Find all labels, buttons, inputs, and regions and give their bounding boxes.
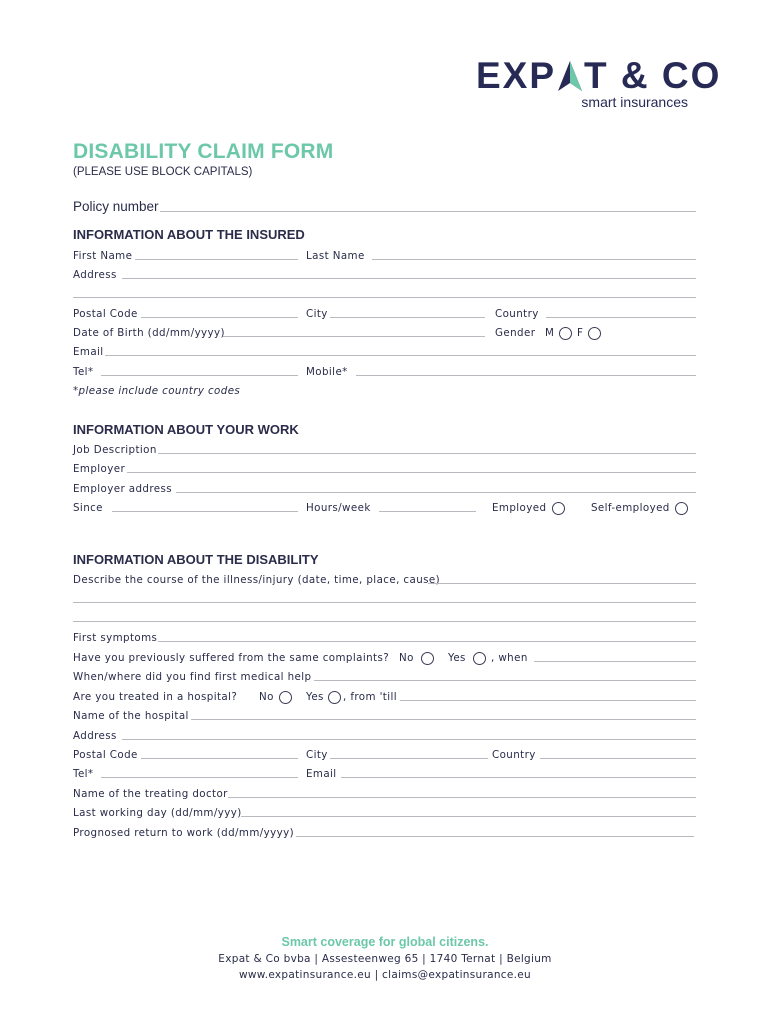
address-field-line2[interactable]	[73, 297, 696, 298]
hospital-tel-field[interactable]	[101, 777, 298, 778]
hospital-city-label: City	[306, 749, 328, 761]
form-title: DISABILITY CLAIM FORM	[73, 140, 334, 163]
first-name-label: First Name	[73, 250, 133, 262]
hours-week-field[interactable]	[379, 511, 476, 512]
job-description-label: Job Description	[73, 444, 157, 456]
previous-no-label: No	[399, 652, 414, 664]
describe-field-line2[interactable]	[73, 602, 696, 603]
city-label: City	[306, 308, 328, 320]
hospital-postal-code-label: Postal Code	[73, 749, 138, 761]
hospital-country-label: Country	[492, 749, 536, 761]
company-logo	[476, 55, 722, 112]
last-working-day-label: Last working day (dd/mm/yyy)	[73, 807, 242, 819]
since-field[interactable]	[112, 511, 298, 512]
dob-field[interactable]	[223, 336, 485, 337]
describe-field-line3[interactable]	[73, 621, 696, 622]
footer-contact: www.expatinsurance.eu | claims@expatinsurance.eu	[239, 969, 531, 981]
mobile-label: Mobile*	[306, 366, 348, 378]
medical-help-label: When/where did you find first medical help	[73, 671, 312, 683]
hospital-from-till-field[interactable]	[400, 700, 696, 701]
self-employed-label: Self-employed	[591, 502, 670, 514]
describe-field[interactable]	[428, 583, 696, 584]
job-description-field[interactable]	[158, 453, 696, 454]
employer-field[interactable]	[127, 472, 696, 473]
hospital-name-label: Name of the hospital	[73, 710, 189, 722]
hospital-from-till-label: , from 'till	[343, 691, 398, 703]
hospital-city-field[interactable]	[330, 758, 488, 759]
return-to-work-label: Prognosed return to work (dd/mm/yyyy)	[73, 827, 295, 839]
previous-complaints-label: Have you previously suffered from the same complaints?	[73, 652, 390, 664]
postal-code-label: Postal Code	[73, 308, 138, 320]
disability-section-heading: INFORMATION ABOUT THE DISABILITY	[73, 552, 319, 567]
hospital-yes-radio[interactable]	[328, 691, 341, 704]
gender-m-label: M	[545, 327, 555, 339]
last-working-day-field[interactable]	[241, 816, 696, 817]
email-field[interactable]	[105, 355, 696, 356]
hospital-tel-label: Tel*	[73, 768, 94, 780]
hospital-postal-code-field[interactable]	[141, 758, 298, 759]
last-name-label: Last Name	[306, 250, 365, 262]
postal-code-field[interactable]	[141, 317, 298, 318]
work-section-heading: INFORMATION ABOUT YOUR WORK	[73, 422, 299, 437]
hospital-address-label: Address	[73, 730, 117, 742]
hours-week-label: Hours/week	[306, 502, 371, 514]
previous-when-label: , when	[491, 652, 528, 664]
hospital-email-field[interactable]	[341, 777, 696, 778]
hospital-country-field[interactable]	[540, 758, 696, 759]
gender-m-radio[interactable]	[559, 327, 572, 340]
employer-address-label: Employer address	[73, 483, 173, 495]
previous-yes-label: Yes	[448, 652, 466, 664]
dob-label: Date of Birth (dd/mm/yyyy)	[73, 327, 225, 339]
previous-yes-radio[interactable]	[473, 652, 486, 665]
employer-label: Employer	[73, 463, 126, 475]
tel-label: Tel*	[73, 366, 94, 378]
paper-plane-icon	[556, 56, 584, 96]
footer-address: Expat & Co bvba | Assesteenweg 65 | 1740 Ternat | Belgium	[218, 953, 552, 965]
doctor-name-label: Name of the treating doctor	[73, 788, 228, 800]
gender-f-radio[interactable]	[588, 327, 601, 340]
last-name-field[interactable]	[372, 259, 696, 260]
logo-text-left: EXP	[476, 55, 557, 96]
tel-field[interactable]	[101, 375, 298, 376]
city-field[interactable]	[330, 317, 485, 318]
hospital-question-label: Are you treated in a hospital?	[73, 691, 238, 703]
hospital-no-radio[interactable]	[279, 691, 292, 704]
country-field[interactable]	[546, 317, 696, 318]
doctor-name-field[interactable]	[228, 797, 696, 798]
hospital-name-field[interactable]	[191, 719, 696, 720]
gender-label: Gender	[495, 327, 536, 339]
policy-number-label: Policy number	[73, 199, 159, 214]
address-label: Address	[73, 269, 117, 281]
first-symptoms-label: First symptoms	[73, 632, 158, 644]
footer-tagline: Smart coverage for global citizens.	[281, 935, 489, 949]
self-employed-radio[interactable]	[675, 502, 688, 515]
insured-section-heading: INFORMATION ABOUT THE INSURED	[73, 227, 305, 242]
medical-help-field[interactable]	[314, 680, 696, 681]
email-label: Email	[73, 346, 104, 358]
previous-when-field[interactable]	[534, 661, 696, 662]
describe-label: Describe the course of the illness/injury (date, time, place, cause)	[73, 574, 441, 586]
hospital-email-label: Email	[306, 768, 337, 780]
address-field[interactable]	[122, 278, 696, 279]
form-subtitle: (PLEASE USE BLOCK CAPITALS)	[73, 166, 253, 178]
policy-number-field[interactable]	[160, 211, 696, 212]
hospital-no-label: No	[259, 691, 274, 703]
employed-radio[interactable]	[552, 502, 565, 515]
first-symptoms-field[interactable]	[158, 641, 696, 642]
previous-no-radio[interactable]	[421, 652, 434, 665]
country-label: Country	[495, 308, 539, 320]
employer-address-field[interactable]	[176, 492, 696, 493]
return-to-work-field[interactable]	[296, 836, 694, 837]
country-code-note: *please include country codes	[73, 385, 241, 397]
gender-f-label: F	[577, 327, 584, 339]
since-label: Since	[73, 502, 103, 514]
hospital-address-field[interactable]	[122, 739, 696, 740]
logo-text-right: T & CO	[584, 55, 722, 96]
hospital-yes-label: Yes	[306, 691, 324, 703]
mobile-field[interactable]	[356, 375, 696, 376]
logo-wordmark	[476, 56, 721, 96]
logo-tagline: smart insurances	[581, 94, 688, 110]
first-name-field[interactable]	[135, 259, 298, 260]
employed-label: Employed	[492, 502, 547, 514]
